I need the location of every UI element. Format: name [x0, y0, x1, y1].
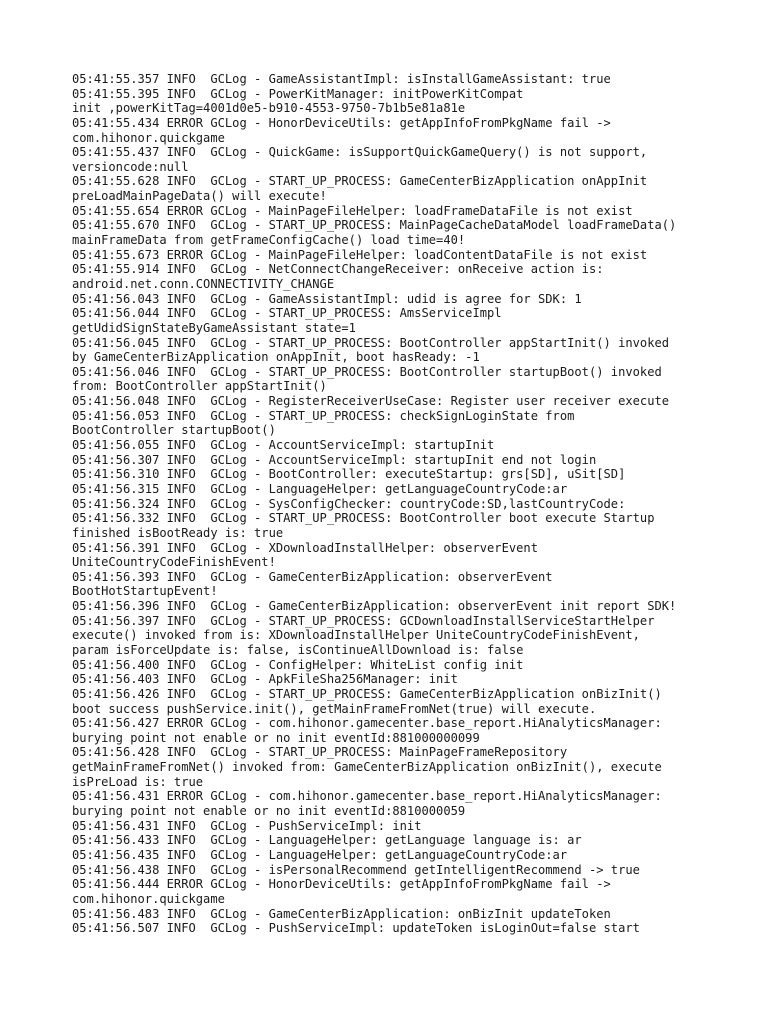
log-line: 05:41:56.055 INFO GCLog - AccountServiceImpl: startupInit: [72, 438, 495, 453]
log-line: versioncode:null: [72, 159, 189, 174]
log-line: by GameCenterBizApplication onAppInit, boot hasReady: -1: [72, 350, 480, 365]
log-line: 05:41:56.435 INFO GCLog - LanguageHelper: getLanguageCountryCode:ar: [72, 847, 568, 862]
log-line: 05:41:56.396 INFO GCLog - GameCenterBizApplication: observerEvent init report SDK!: [72, 599, 677, 614]
log-line: 05:41:56.043 INFO GCLog - GameAssistantImpl: udid is agree for SDK: 1: [72, 291, 582, 306]
log-line: 05:41:56.053 INFO GCLog - START_UP_PROCESS: checkSignLoginState from: [72, 408, 575, 423]
log-line: android.net.conn.CONNECTIVITY_CHANGE: [72, 276, 335, 291]
log-line: 05:41:56.403 INFO GCLog - ApkFileSha256Manager: init: [72, 672, 458, 687]
log-line: 05:41:55.670 INFO GCLog - START_UP_PROCESS: MainPageCacheDataModel loadFrameData(): [72, 218, 677, 233]
log-line: 05:41:56.307 INFO GCLog - AccountServiceImpl: startupInit end not login: [72, 452, 597, 467]
log-line: BootController startupBoot(): [72, 423, 276, 438]
log-line: 05:41:55.628 INFO GCLog - START_UP_PROCESS: GameCenterBizApplication onAppInit: [72, 174, 648, 189]
log-line: 05:41:56.428 INFO GCLog - START_UP_PROCESS: MainPageFrameRepository: [72, 745, 568, 760]
log-line: 05:41:56.431 INFO GCLog - PushServiceImpl: init: [72, 818, 422, 833]
log-line: 05:41:55.654 ERROR GCLog - MainPageFileHelper: loadFrameDataFile is not exist: [72, 203, 633, 218]
log-line: UniteCountryCodeFinishEvent!: [72, 555, 276, 570]
log-line: 05:41:55.437 INFO GCLog - QuickGame: isSupportQuickGameQuery() is not support,: [72, 145, 648, 160]
log-line: 05:41:56.044 INFO GCLog - START_UP_PROCESS: AmsServiceImpl: [72, 306, 502, 321]
log-line: 05:41:56.332 INFO GCLog - START_UP_PROCESS: BootController boot execute Startup: [72, 511, 655, 526]
log-line: boot success pushService.init(), getMainFrameFromNet(true) will execute.: [72, 701, 597, 716]
log-line: 05:41:56.397 INFO GCLog - START_UP_PROCESS: GCDownloadInstallServiceStartHelper: [72, 613, 655, 628]
log-line: isPreLoad is: true: [72, 774, 204, 789]
log-line: com.hihonor.quickgame: [72, 130, 225, 145]
log-line: 05:41:55.434 ERROR GCLog - HonorDeviceUtils: getAppInfoFromPkgName fail ->: [72, 115, 611, 130]
log-line: 05:41:55.914 INFO GCLog - NetConnectChangeReceiver: onReceive action is:: [72, 262, 604, 277]
log-line: 05:41:56.427 ERROR GCLog - com.hihonor.gamecenter.base_report.HiAnalyticsManager:: [72, 716, 662, 731]
log-line: 05:41:56.046 INFO GCLog - START_UP_PROCESS: BootController startupBoot() invoked: [72, 364, 662, 379]
log-line: from: BootController appStartInit(): [72, 379, 327, 394]
log-line: 05:41:56.483 INFO GCLog - GameCenterBizApplication: onBizInit updateToken: [72, 906, 611, 921]
log-line: com.hihonor.quickgame: [72, 891, 225, 906]
log-line: 05:41:56.310 INFO GCLog - BootController: executeStartup: grs[SD], uSit[SD]: [72, 467, 626, 482]
log-line: BootHotStartupEvent!: [72, 584, 218, 599]
log-line: burying point not enable or no init eventId:8810000059: [72, 804, 466, 819]
log-line: 05:41:55.395 INFO GCLog - PowerKitManager: initPowerKitCompat: [72, 86, 524, 101]
log-line: 05:41:56.045 INFO GCLog - START_UP_PROCESS: BootController appStartInit() invoked: [72, 335, 670, 350]
log-line: 05:41:56.324 INFO GCLog - SysConfigChecker: countryCode:SD,lastCountryCode:: [72, 496, 626, 511]
log-line: 05:41:56.438 INFO GCLog - isPersonalRecommend getIntelligentRecommend -> true: [72, 862, 640, 877]
log-line: 05:41:56.431 ERROR GCLog - com.hihonor.gamecenter.base_report.HiAnalyticsManager:: [72, 789, 662, 804]
log-line: 05:41:55.673 ERROR GCLog - MainPageFileHelper: loadContentDataFile is not exist: [72, 247, 648, 262]
log-line: burying point not enable or no init eventId:881000000099: [72, 730, 480, 745]
log-line: getUdidSignStateByGameAssistant state=1: [72, 320, 356, 335]
log-line: 05:41:55.357 INFO GCLog - GameAssistantImpl: isInstallGameAssistant: true: [72, 72, 611, 86]
log-line: param isForceUpdate is: false, isContinueAllDownload is: false: [72, 642, 524, 657]
log-line: 05:41:56.400 INFO GCLog - ConfigHelper: WhiteList config init: [72, 657, 524, 672]
log-line: 05:41:56.433 INFO GCLog - LanguageHelper: getLanguage language is: ar: [72, 833, 582, 848]
log-line: 05:41:56.393 INFO GCLog - GameCenterBizApplication: observerEvent: [72, 569, 553, 584]
log-line: init ,powerKitTag=4001d0e5-b910-4553-9750-7b1b5e81a81e: [72, 101, 466, 116]
log-line: getMainFrameFromNet() invoked from: GameCenterBizApplication onBizInit(), execute: [72, 760, 662, 775]
log-line: preLoadMainPageData() will execute!: [72, 189, 327, 204]
log-document: [72, 72, 732, 936]
log-line: execute() invoked from is: XDownloadInstallHelper UniteCountryCodeFinishEvent,: [72, 628, 640, 643]
log-line: 05:41:56.444 ERROR GCLog - HonorDeviceUtils: getAppInfoFromPkgName fail ->: [72, 877, 611, 892]
log-line: 05:41:56.391 INFO GCLog - XDownloadInstallHelper: observerEvent: [72, 540, 538, 555]
log-line: 05:41:56.048 INFO GCLog - RegisterReceiverUseCase: Register user receiver execute: [72, 394, 670, 409]
log-line: mainFrameData from getFrameConfigCache() load time=40!: [72, 233, 466, 248]
log-line: finished isBootReady is: true: [72, 525, 284, 540]
log-line: 05:41:56.507 INFO GCLog - PushServiceImpl: updateToken isLoginOut=false start: [72, 921, 640, 936]
log-line: 05:41:56.315 INFO GCLog - LanguageHelper: getLanguageCountryCode:ar: [72, 481, 568, 496]
log-line: 05:41:56.426 INFO GCLog - START_UP_PROCESS: GameCenterBizApplication onBizInit(): [72, 686, 662, 701]
